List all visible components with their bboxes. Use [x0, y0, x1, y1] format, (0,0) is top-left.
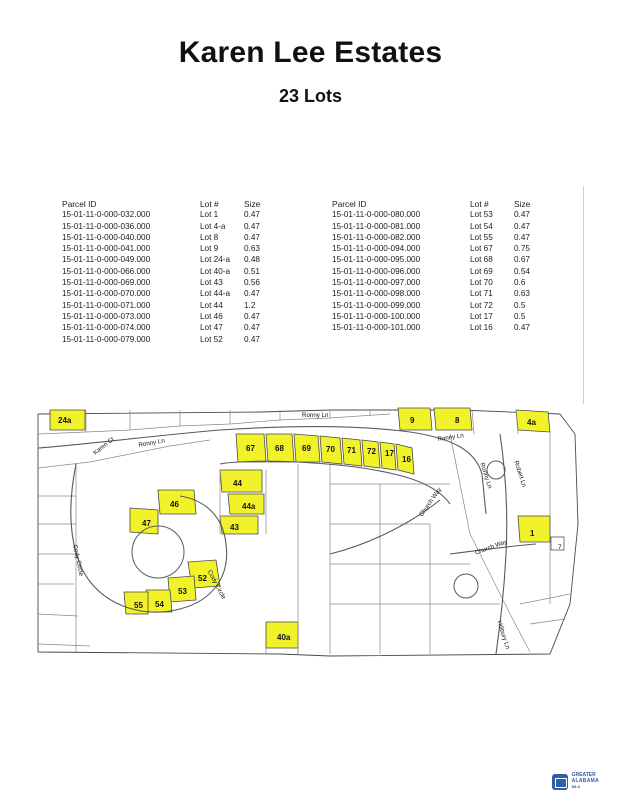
table-row — [62, 267, 274, 278]
cell-parcel-id: 15-01-11-0-000-095.000 — [332, 255, 421, 265]
table-header-row — [332, 199, 544, 210]
cell-size: 0.75 — [514, 244, 530, 254]
street-label: Ronny Ln — [437, 432, 465, 443]
parcel-label: 1 — [530, 529, 535, 538]
table-header-row — [62, 199, 274, 210]
cell-parcel-id: 15-01-11-0-000-081.000 — [332, 221, 421, 231]
cell-parcel-id: 15-01-11-0-000-100.000 — [332, 311, 421, 321]
cell-parcel-id: 15-01-11-0-000-101.000 — [332, 323, 421, 333]
table-row — [62, 335, 274, 346]
cell-lot: Lot 43 — [200, 278, 223, 288]
table-row — [332, 312, 544, 323]
cell-lot: Lot 44 — [200, 300, 223, 310]
parcel-label: 43 — [230, 523, 239, 532]
cell-lot: Lot 46 — [200, 311, 223, 321]
watermark-line-3: MLS — [571, 784, 581, 790]
table-row — [332, 301, 544, 312]
column-header-lot: Lot # — [470, 199, 489, 209]
cell-parcel-id: 15-01-11-0-000-098.000 — [332, 289, 421, 299]
cell-parcel-id: 15-01-11-0-000-080.000 — [332, 210, 421, 220]
cell-size: 0.51 — [244, 266, 260, 276]
cell-size: 0.67 — [514, 255, 530, 265]
cell-size: 0.47 — [244, 311, 260, 321]
table-row — [62, 312, 274, 323]
cell-lot: Lot 53 — [470, 210, 493, 220]
cell-lot: Lot 17 — [470, 311, 493, 321]
cell-size: 0.54 — [514, 266, 530, 276]
parcel-label: 47 — [142, 519, 151, 528]
table-row — [62, 255, 274, 266]
parcel-label: 71 — [347, 446, 356, 455]
parcel-label: 4a — [527, 418, 536, 427]
parcel-label: 9 — [410, 416, 415, 425]
cell-size: 0.5 — [514, 300, 526, 310]
cell-size: 0.47 — [244, 289, 260, 299]
parcel-label: 24a — [58, 416, 72, 425]
parcel-9 — [398, 408, 432, 430]
table-row — [332, 210, 544, 221]
cell-parcel-id: 15-01-11-0-000-040.000 — [62, 232, 151, 242]
street-label: Ronny Ln — [302, 412, 329, 419]
cell-parcel-id: 15-01-11-0-000-073.000 — [62, 311, 151, 321]
parcel-label: 68 — [275, 444, 284, 453]
cell-size: 0.56 — [244, 278, 260, 288]
cell-lot: Lot 69 — [470, 266, 493, 276]
cell-size: 0.47 — [514, 232, 530, 242]
table-row — [332, 289, 544, 300]
cell-size: 0.47 — [514, 221, 530, 231]
cell-parcel-id: 15-01-11-0-000-097.000 — [332, 278, 421, 288]
parcel-43 — [220, 516, 258, 534]
table-row — [62, 289, 274, 300]
cell-size: 1.2 — [244, 300, 256, 310]
cell-lot: Lot 72 — [470, 300, 493, 310]
street-label: Church Way — [474, 538, 509, 557]
cell-parcel-id: 15-01-11-0-000-082.000 — [332, 232, 421, 242]
cell-lot: Lot 54 — [470, 221, 493, 231]
cell-lot: Lot 9 — [200, 244, 219, 254]
cell-lot: Lot 40-a — [200, 266, 231, 276]
street-label: Cody Circle — [71, 544, 85, 577]
table-row — [332, 255, 544, 266]
parcel-table-right — [332, 199, 544, 335]
parcel-label: 44 — [233, 479, 242, 488]
cell-size: 0.47 — [244, 221, 260, 231]
cell-parcel-id: 15-01-11-0-000-070.000 — [62, 289, 151, 299]
table-row — [332, 267, 544, 278]
street-label: Hillbury Ln — [495, 620, 512, 650]
parcel-label: 53 — [178, 587, 187, 596]
cell-size: 0.47 — [514, 210, 530, 220]
cell-lot: Lot 71 — [470, 289, 493, 299]
cell-size: 0.5 — [514, 311, 526, 321]
cell-size: 0.47 — [244, 210, 260, 220]
parcel-label: 8 — [455, 416, 460, 425]
cell-lot: Lot 44-a — [200, 289, 231, 299]
table-row — [332, 222, 544, 233]
map-marker-label: 7 — [558, 544, 562, 551]
column-header-size: Size — [514, 199, 531, 209]
table-row — [332, 323, 544, 334]
cell-parcel-id: 15-01-11-0-000-066.000 — [62, 266, 151, 276]
parcel-table-left — [62, 199, 274, 346]
table-row — [332, 244, 544, 255]
parcel-label: 17 — [385, 449, 394, 458]
street-label: Robert Ln — [512, 460, 528, 489]
cell-lot: Lot 16 — [470, 323, 493, 333]
parcel-label: 40a — [277, 633, 291, 642]
cell-parcel-id: 15-01-11-0-000-036.000 — [62, 221, 151, 231]
cell-parcel-id: 15-01-11-0-000-074.000 — [62, 323, 151, 333]
street-label: Ronny Ln — [478, 462, 494, 490]
cell-parcel-id: 15-01-11-0-000-079.000 — [62, 334, 151, 344]
cell-parcel-id: 15-01-11-0-000-032.000 — [62, 210, 151, 220]
parcel-8 — [434, 408, 472, 430]
table-row — [332, 278, 544, 289]
table-row — [62, 222, 274, 233]
column-header-lot: Lot # — [200, 199, 219, 209]
cell-parcel-id: 15-01-11-0-000-049.000 — [62, 255, 151, 265]
parcel-label: 72 — [367, 447, 376, 456]
cell-lot: Lot 8 — [200, 232, 219, 242]
cell-size: 0.6 — [514, 278, 526, 288]
cell-lot: Lot 55 — [470, 232, 493, 242]
street-label: Church Way — [418, 486, 444, 519]
street-label: Karen Ct — [92, 435, 116, 457]
cell-lot: Lot 68 — [470, 255, 493, 265]
cell-size: 0.48 — [244, 255, 260, 265]
plat-map — [30, 404, 590, 672]
mls-watermark-text — [572, 773, 599, 790]
cell-parcel-id: 15-01-11-0-000-041.000 — [62, 244, 151, 254]
parcel-label: 55 — [134, 601, 143, 610]
mls-watermark — [552, 773, 599, 790]
cell-lot: Lot 67 — [470, 244, 493, 254]
parcel-label: 67 — [246, 444, 255, 453]
table-row — [62, 233, 274, 244]
cell-parcel-id: 15-01-11-0-000-096.000 — [332, 266, 421, 276]
document-page — [0, 36, 621, 804]
parcel-label: 52 — [198, 574, 207, 583]
cell-size: 0.63 — [514, 289, 530, 299]
column-header-size: Size — [244, 199, 261, 209]
parcel-label: 46 — [170, 500, 179, 509]
mls-logo-icon — [552, 774, 568, 790]
parcel-label: 54 — [155, 600, 164, 609]
table-row — [332, 233, 544, 244]
watermark-line-1: GREATER — [571, 772, 596, 779]
column-header-parcel-id: Parcel ID — [62, 199, 97, 209]
table-row — [62, 278, 274, 289]
page-title: Karen Lee Estates — [178, 36, 443, 69]
watermark-line-2: ALABAMA — [571, 777, 599, 784]
street-label: Ronny Ln — [138, 437, 166, 449]
table-row — [62, 323, 274, 334]
cell-lot: Lot 24-a — [200, 255, 231, 265]
cell-parcel-id: 15-01-11-0-000-071.000 — [62, 300, 151, 310]
column-header-parcel-id: Parcel ID — [332, 199, 367, 209]
page-subtitle: 23 Lots — [278, 86, 343, 106]
table-row — [62, 301, 274, 312]
cell-parcel-id: 15-01-11-0-000-099.000 — [332, 300, 421, 310]
cell-size: 0.47 — [244, 334, 260, 344]
parcel-label: 44a — [242, 502, 256, 511]
cell-lot: Lot 4-a — [200, 221, 226, 231]
cell-parcel-id: 15-01-11-0-000-094.000 — [332, 244, 421, 254]
table-row — [62, 210, 274, 221]
street-label: Cody Circle — [205, 569, 228, 601]
cell-size: 0.47 — [244, 323, 260, 333]
cell-lot: Lot 47 — [200, 323, 223, 333]
cell-parcel-id: 15-01-11-0-000-069.000 — [62, 278, 151, 288]
cell-lot: Lot 70 — [470, 278, 493, 288]
cell-lot: Lot 52 — [200, 334, 223, 344]
table-row — [62, 244, 274, 255]
cell-size: 0.63 — [244, 244, 260, 254]
cell-lot: Lot 1 — [200, 210, 219, 220]
parcel-label: 16 — [402, 455, 411, 464]
cell-size: 0.47 — [514, 323, 530, 333]
parcel-label: 70 — [326, 445, 335, 454]
parcel-label: 69 — [302, 444, 311, 453]
cell-size: 0.47 — [244, 232, 260, 242]
